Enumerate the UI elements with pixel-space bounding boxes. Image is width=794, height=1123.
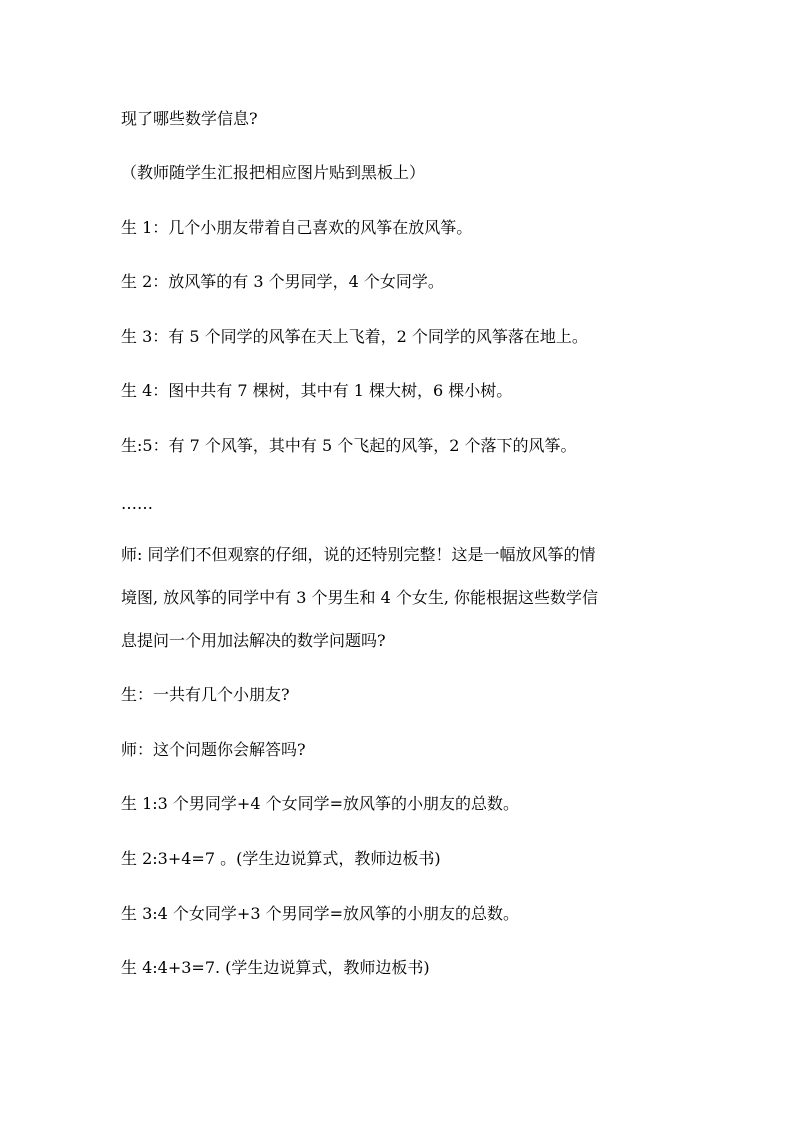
text-line: 现了哪些数学信息?	[121, 109, 258, 128]
text-line: 生:5：有 7 个风筝，其中有 5 个飞起的风筝，2 个落下的风筝。	[121, 436, 577, 455]
text-line: 生 2:3+4=7 。(学生边说算式，教师边板书)	[121, 849, 441, 868]
text-line: 生 3:4 个女同学+3 个男同学=放风筝的小朋友的总数。	[121, 904, 520, 923]
text-line: （教师随学生汇报把相应图片贴到黑板上）	[121, 163, 426, 182]
text-line: 生 4：图中共有 7 棵树，其中有 1 棵大树，6 棵小树。	[121, 381, 513, 400]
text-line: 生 3：有 5 个同学的风筝在天上飞着，2 个同学的风筝落在地上。	[121, 327, 588, 346]
text-line: 生 2：放风筝的有 3 个男同学，4 个女同学。	[121, 272, 444, 291]
text-line: 生：一共有几个小朋友?	[121, 685, 290, 704]
text-line: 生 1:3 个男同学+4 个女同学=放风筝的小朋友的总数。	[121, 794, 520, 813]
ellipsis-line: ……	[121, 494, 153, 513]
text-line: 境图, 放风筝的同学中有 3 个男生和 4 个女生, 你能根据这些数学信	[121, 588, 599, 607]
text-line: 生 4:4+3=7. (学生边说算式，教师边板书)	[121, 958, 430, 977]
text-line: 师：这个问题你会解答吗?	[121, 740, 306, 759]
text-line: 师: 同学们不但观察的仔细，说的还特别完整！这是一幅放风筝的情	[121, 545, 596, 564]
text-line: 息提问一个用加法解决的数学问题吗?	[121, 631, 386, 650]
text-line: 生 1：几个小朋友带着自己喜欢的风筝在放风筝。	[121, 218, 473, 237]
